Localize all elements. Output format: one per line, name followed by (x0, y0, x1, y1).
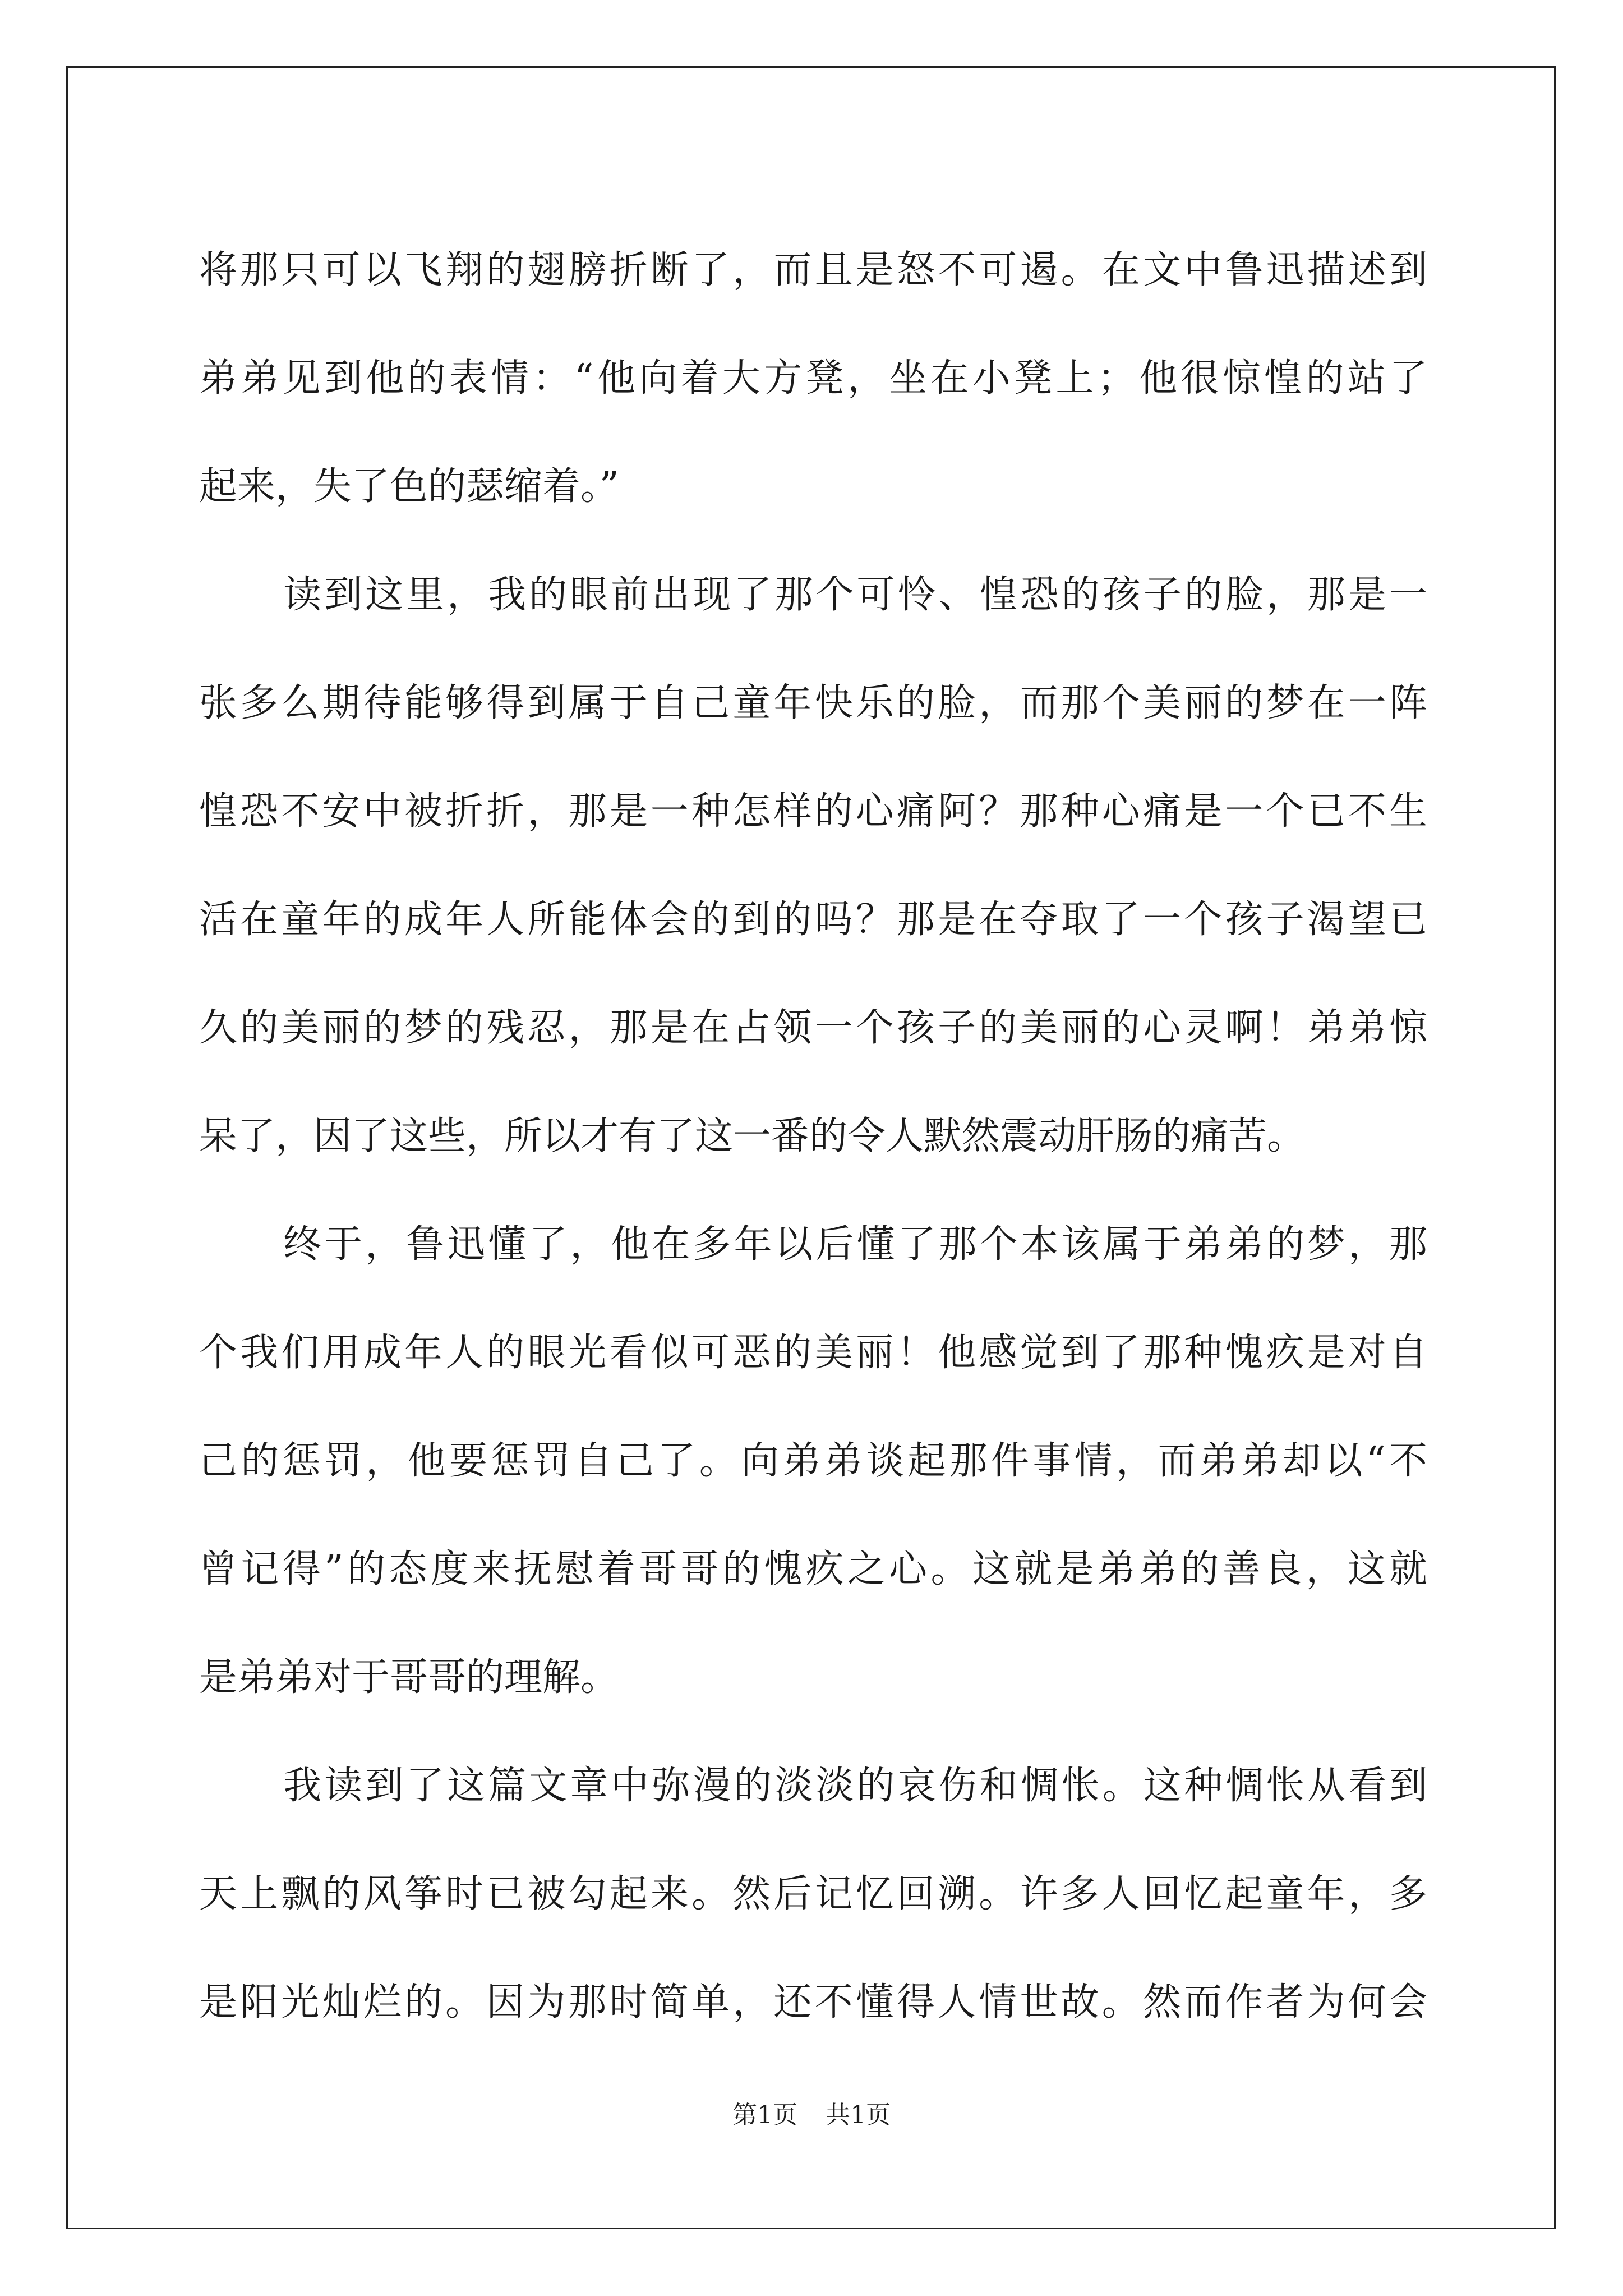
text-line: 张多么期待能够得到属于自己童年快乐的脸，而那个美丽的梦在一阵 (199, 681, 1427, 725)
text-line: 呆了，因了这些，所以才有了这一番的令人默然震动肝肠的痛苦。 (199, 1114, 1306, 1158)
text-line: 读到这里，我的眼前出现了那个可怜、惶恐的孩子的脸，那是一 (283, 573, 1427, 617)
text-line: 久的美丽的梦的残忍，那是在占领一个孩子的美丽的心灵啊！弟弟惊 (199, 1006, 1427, 1050)
text-line: 终于，鲁迅懂了，他在多年以后懂了那个本该属于弟弟的梦，那 (283, 1222, 1427, 1267)
text-line: 己的惩罚，他要惩罚自己了。向弟弟谈起那件事情，而弟弟却以“不 (199, 1439, 1427, 1483)
text-line: 天上飘的风筝时已被勾起来。然后记忆回溯。许多人回忆起童年，多 (199, 1872, 1427, 1916)
text-line: 我读到了这篇文章中弥漫的淡淡的哀伤和惆怅。这种惆怅从看到 (283, 1764, 1427, 1808)
text-line: 曾记得”的态度来抚慰着哥哥的愧疚之心。这就是弟弟的善良，这就 (199, 1547, 1427, 1591)
page-number: 第1页 (732, 2101, 797, 2129)
page-footer (0, 2095, 1623, 2131)
text-line: 起来，失了色的瑟缩着。” (199, 464, 619, 509)
text-line: 弟弟见到他的表情：“他向着大方凳，坐在小凳上；他很惊惶的站了 (199, 356, 1427, 401)
text-line: 个我们用成年人的眼光看似可恶的美丽！他感觉到了那种愧疚是对自 (199, 1331, 1427, 1375)
text-line: 将那只可以飞翔的翅膀折断了，而且是怒不可遏。在文中鲁迅描述到 (199, 248, 1427, 292)
text-line: 活在童年的成年人所能体会的到的吗？那是在夺取了一个孩子渴望已 (199, 898, 1427, 942)
page-total: 共1页 (826, 2101, 891, 2129)
text-line: 是阳光灿烂的。因为那时简单，还不懂得人情世故。然而作者为何会 (199, 1980, 1427, 2024)
text-line: 是弟弟对于哥哥的理解。 (199, 1655, 619, 1700)
document-body (199, 216, 1427, 2056)
text-line: 惶恐不安中被折折，那是一种怎样的心痛阿？那种心痛是一个已不生 (199, 789, 1427, 834)
